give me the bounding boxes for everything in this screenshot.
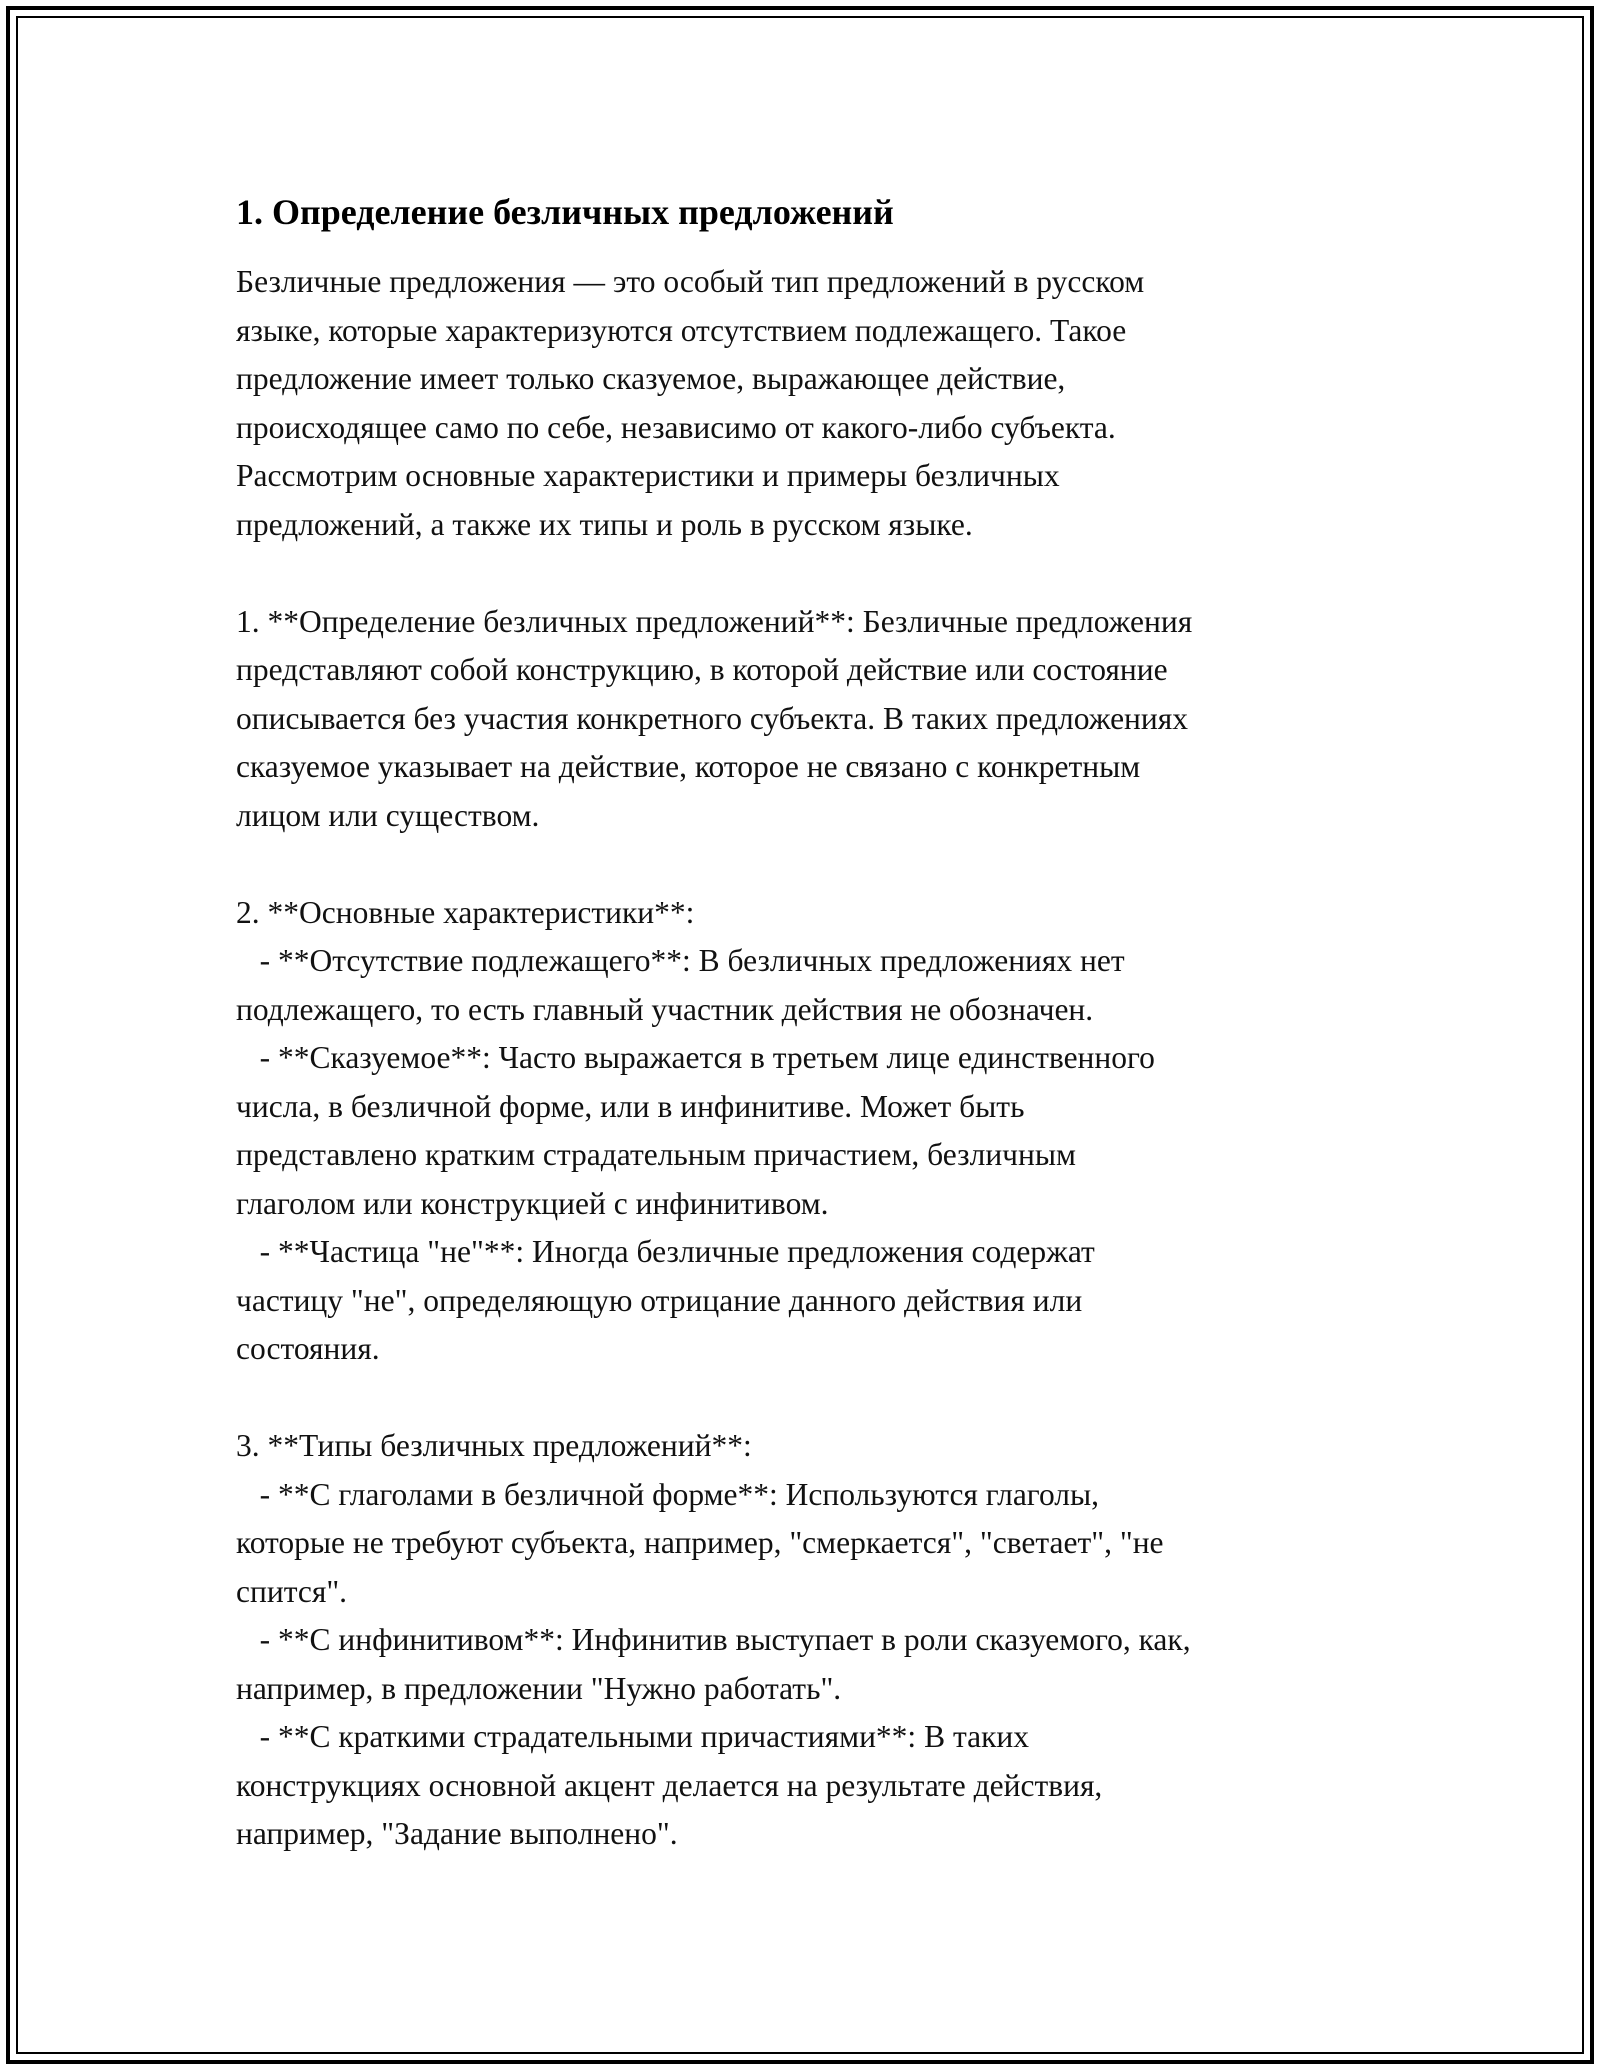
section-heading: 1. Определение безличных предложений [236, 192, 894, 232]
document-body: Безличные предложения — это особый тип предложений в русском языке, которые характеризуются отсутствием подлежащего. Такое предложение имеет только сказуемое, выражающее действие, происходящее само по себе, независимо от какого-либо субъекта. Рассмотрим основные характеристики и примеры безличных предложений, а также их типы и роль в русском языке. 1. **Определение безличных предложений**: Безличные предложения представляют собой конструкцию, в которой действие или состояние описывается без участия конкретного субъекта. В таких предложениях сказуемое указывает на действие, которое не связано с конкретным лицом или существом. 2. **Основные характеристики**: - **Отсутствие подлежащего**: В безличных предложениях нет подлежащего, то есть главный участник действия не обозначен. - **Сказуемое**: Часто выражается в третьем лице единственного числа, в безличной форме, или в инфинитиве. Может быть представлено кратким страдательным причастием, безличным глаголом или конструкцией с инфинитивом. - **Частица "не"**: Иногда безличные предложения содержат частицу "не", определяющую отрицание данного действия или состояния. 3. **Типы безличных предложений**: - **С глаголами в безличной форме**: Используются глаголы, которые не требуют субъекта, например, "смеркается", "светает", "не спится". - **С инфинитивом**: Инфинитив выступает в роли сказуемого, как, например, в предложении "Нужно работать". - **С краткими страдательными причастиями**: В таких конструкциях основной акцент делается на результате действия, например, "Задание выполнено". [236, 264, 1193, 1851]
document-content [236, 186, 1376, 1859]
